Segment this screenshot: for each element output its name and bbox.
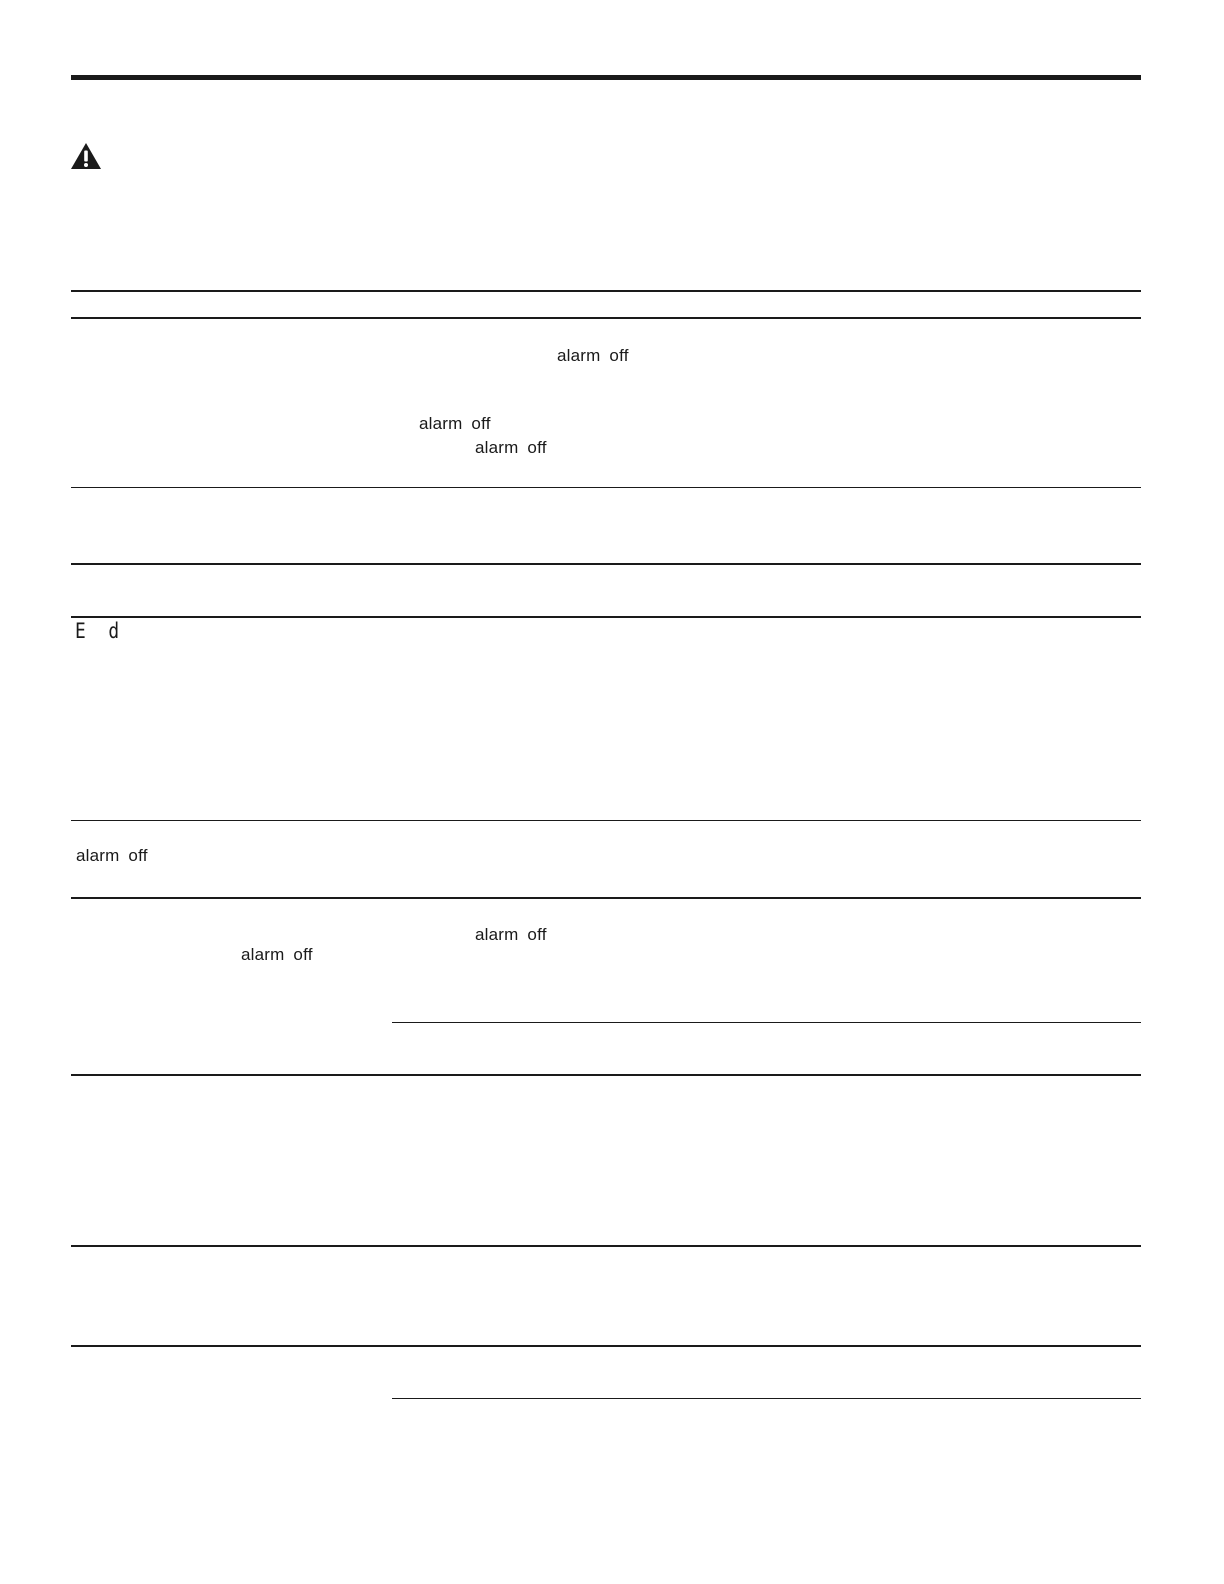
display-code: E d	[75, 619, 120, 643]
table-header-rule	[71, 317, 1141, 319]
row-divider	[71, 616, 1141, 618]
row-divider	[71, 563, 1141, 565]
table-top-rule	[71, 290, 1141, 292]
alarm-off-label: alarm off	[475, 925, 547, 944]
header-rule	[71, 75, 1141, 80]
alarm-off-label: alarm off	[475, 438, 547, 457]
sub-row-divider	[392, 1022, 1141, 1023]
row-divider	[71, 1345, 1141, 1347]
sub-row-divider	[392, 1398, 1141, 1399]
row-divider	[71, 1245, 1141, 1247]
alarm-off-label: alarm off	[419, 414, 491, 433]
alarm-off-label: alarm off	[76, 846, 148, 865]
alarm-off-label: alarm off	[241, 945, 313, 964]
row-divider	[71, 487, 1141, 488]
row-divider	[71, 897, 1141, 899]
row-divider	[71, 820, 1141, 821]
warning-triangle-icon	[70, 142, 102, 170]
alarm-off-label: alarm off	[557, 346, 629, 365]
row-divider	[71, 1074, 1141, 1076]
